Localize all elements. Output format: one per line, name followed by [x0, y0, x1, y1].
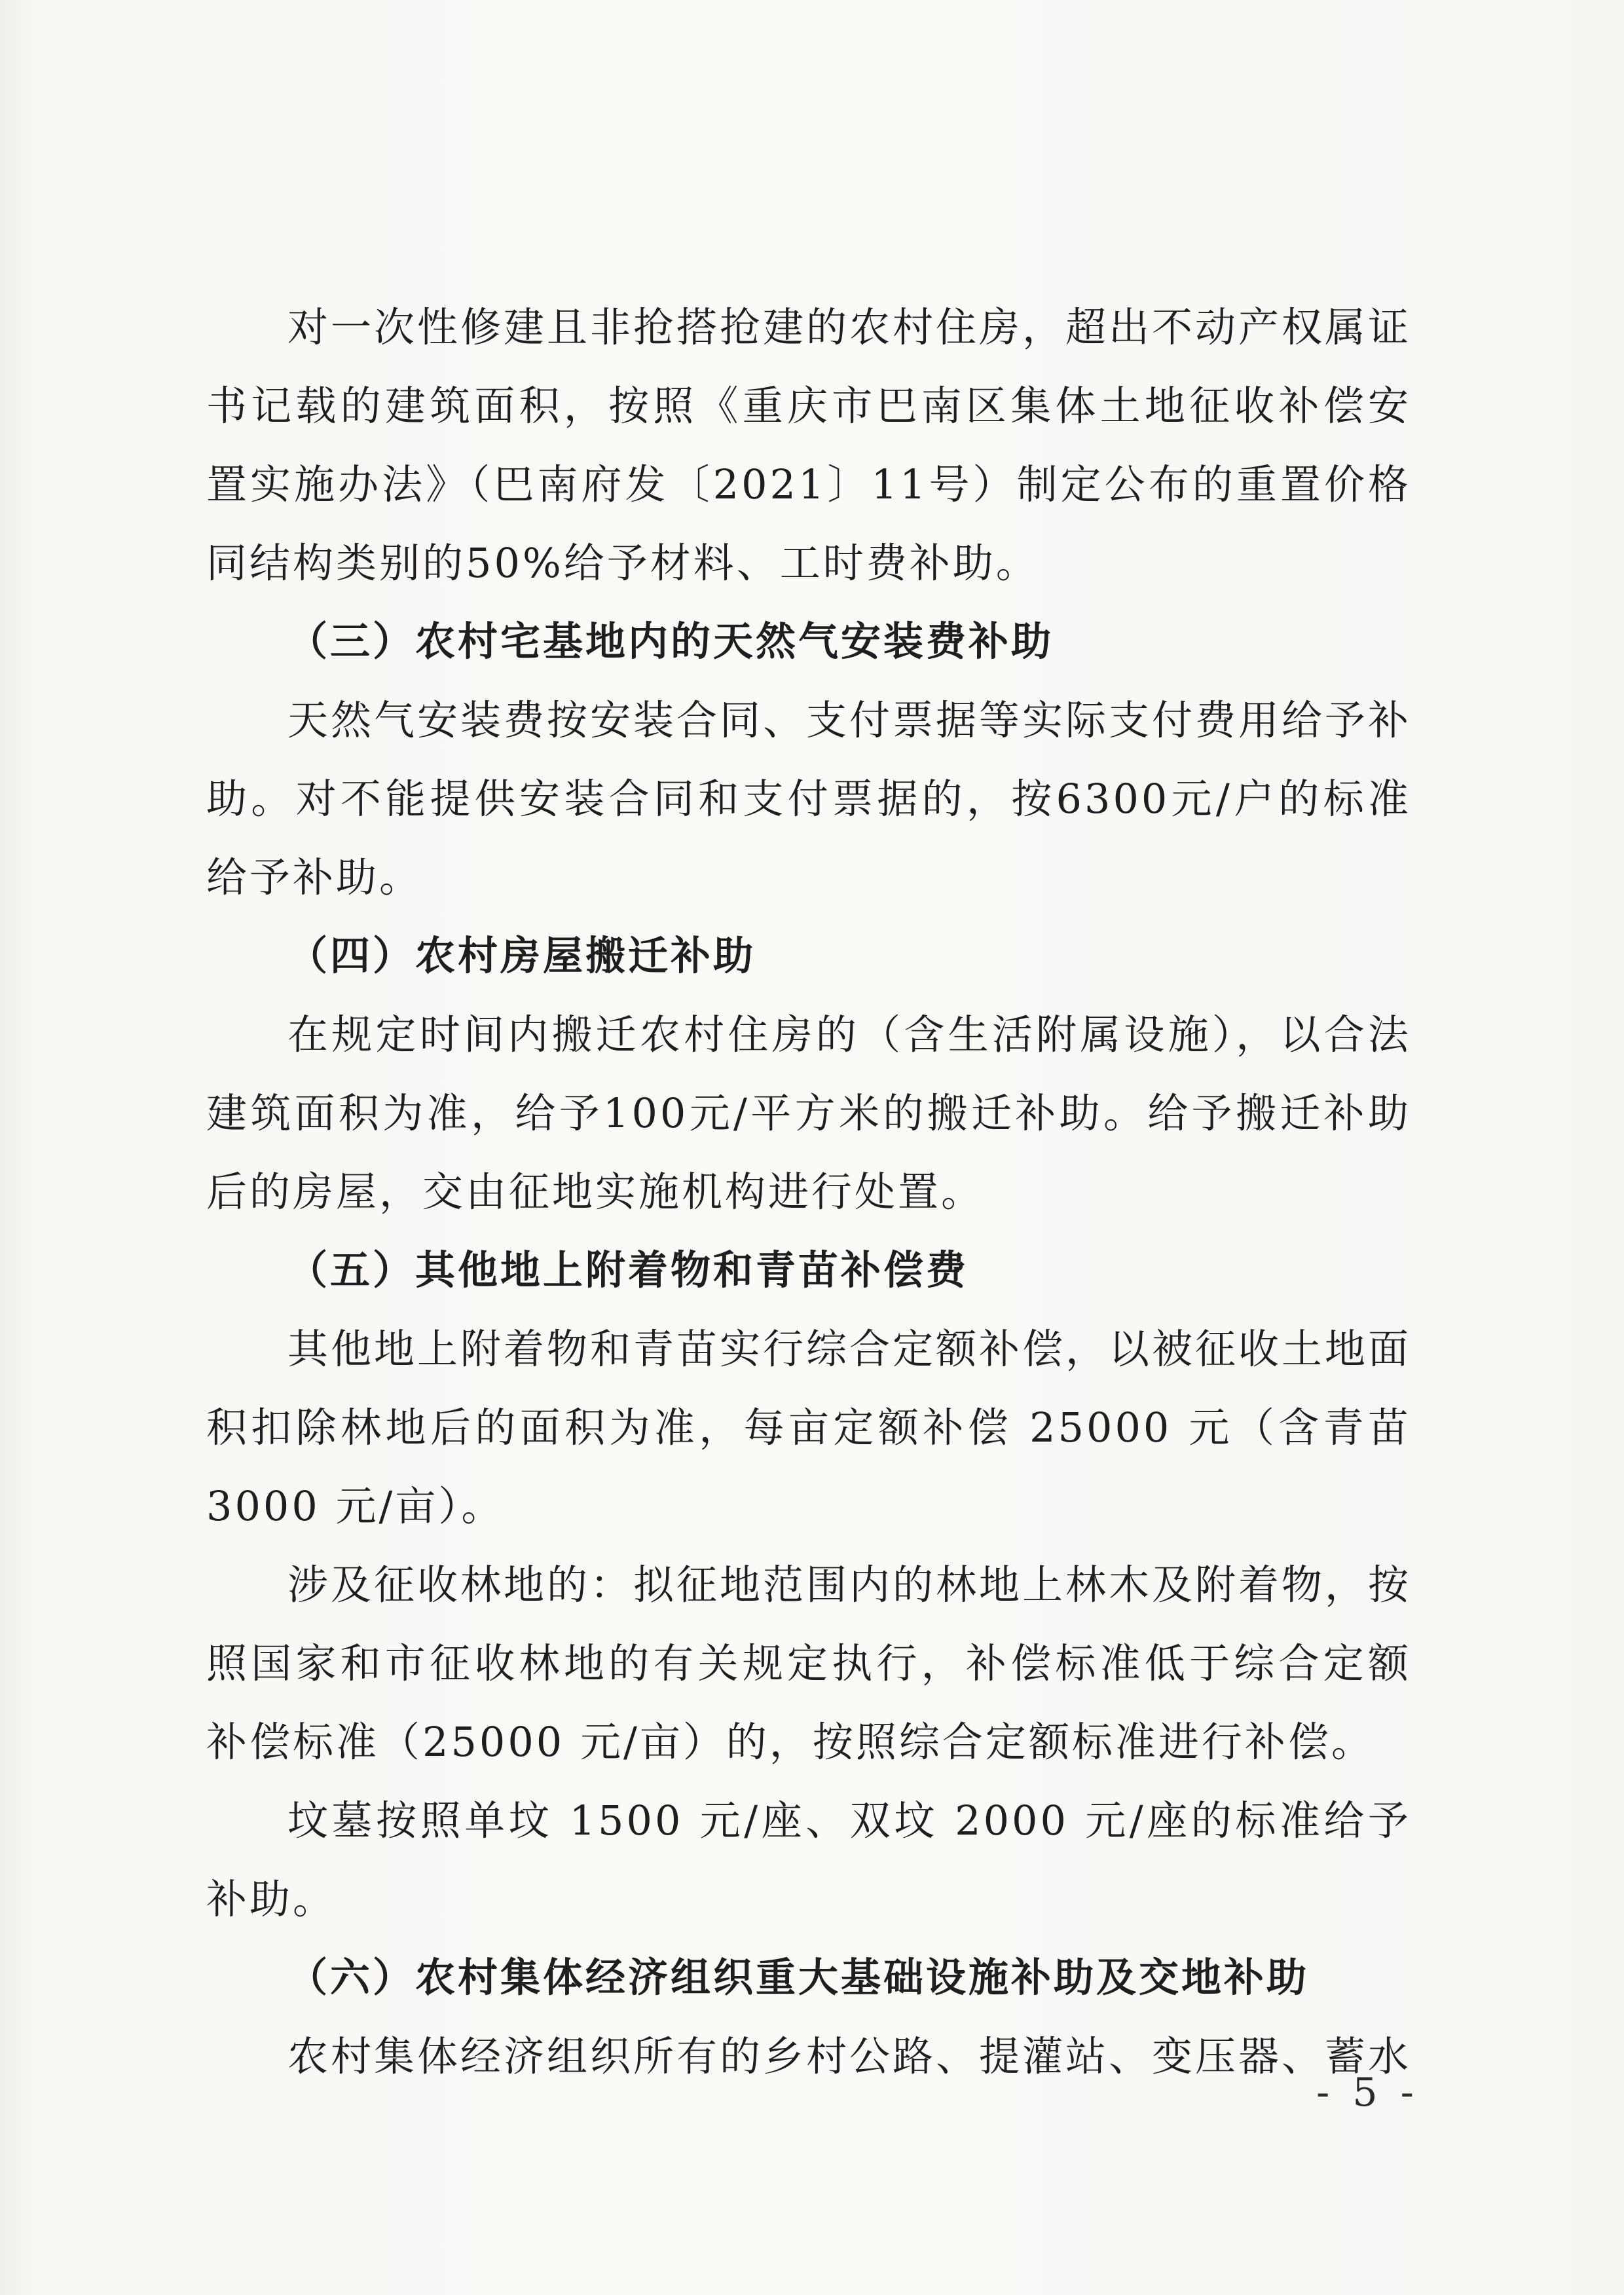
paragraph-gas-installation: 天然气安装费按安装合同、支付票据等实际支付费用给予补助。对不能提供安装合同和支付票据的，按6300元/户的标准给予补助。	[206, 696, 1412, 901]
section-heading-5-attachments-seedlings: （五）其他地上附着物和青苗补偿费	[287, 1247, 969, 1294]
paragraph-housing-excess-area: 对一次性修建且非抢搭抢建的农村住房，超出不动产权属证书记载的建筑面积，按照《重庆市巴南区集体土地征收补偿安置实施办法》（巴南府发〔2021〕11号）制定公布的重置价格同结构类别的50%给予材料、工时费补助。	[206, 303, 1412, 587]
paragraph-graves: 坟墓按照单坟 1500 元/座、双坟 2000 元/座的标准给予补助。	[206, 1797, 1411, 1923]
section-heading-3-gas-installation: （三）农村宅基地内的天然气安装费补助	[287, 618, 1054, 665]
document-body	[206, 288, 1411, 2096]
section-heading-6-infrastructure: （六）农村集体经济组织重大基础设施补助及交地补助	[287, 1954, 1310, 2001]
section-heading-4-relocation: （四）农村房屋搬迁补助	[287, 933, 756, 979]
page-number: - 5 -	[1316, 2070, 1419, 2116]
paragraph-relocation: 在规定时间内搬迁农村住房的（含生活附属设施），以合法建筑面积为准，给予100元/平方米的搬迁补助。给予搬迁补助后的房屋，交由征地实施机构进行处置。	[206, 1011, 1411, 1216]
paragraph-attachments-seedlings: 其他地上附着物和青苗实行综合定额补偿，以被征收土地面积扣除林地后的面积为准，每亩定额补偿 25000 元（含青苗 3000 元/亩）。	[206, 1325, 1412, 1530]
paragraph-forest-land: 涉及征收林地的：拟征地范围内的林地上林木及附着物，按照国家和市征收林地的有关规定执行，补偿标准低于综合定额补偿标准（25000 元/亩）的，按照综合定额标准进行补偿。	[206, 1561, 1412, 1766]
paragraph-infrastructure: 农村集体经济组织所有的乡村公路、提灌站、变压器、蓄水	[287, 2032, 1412, 2080]
